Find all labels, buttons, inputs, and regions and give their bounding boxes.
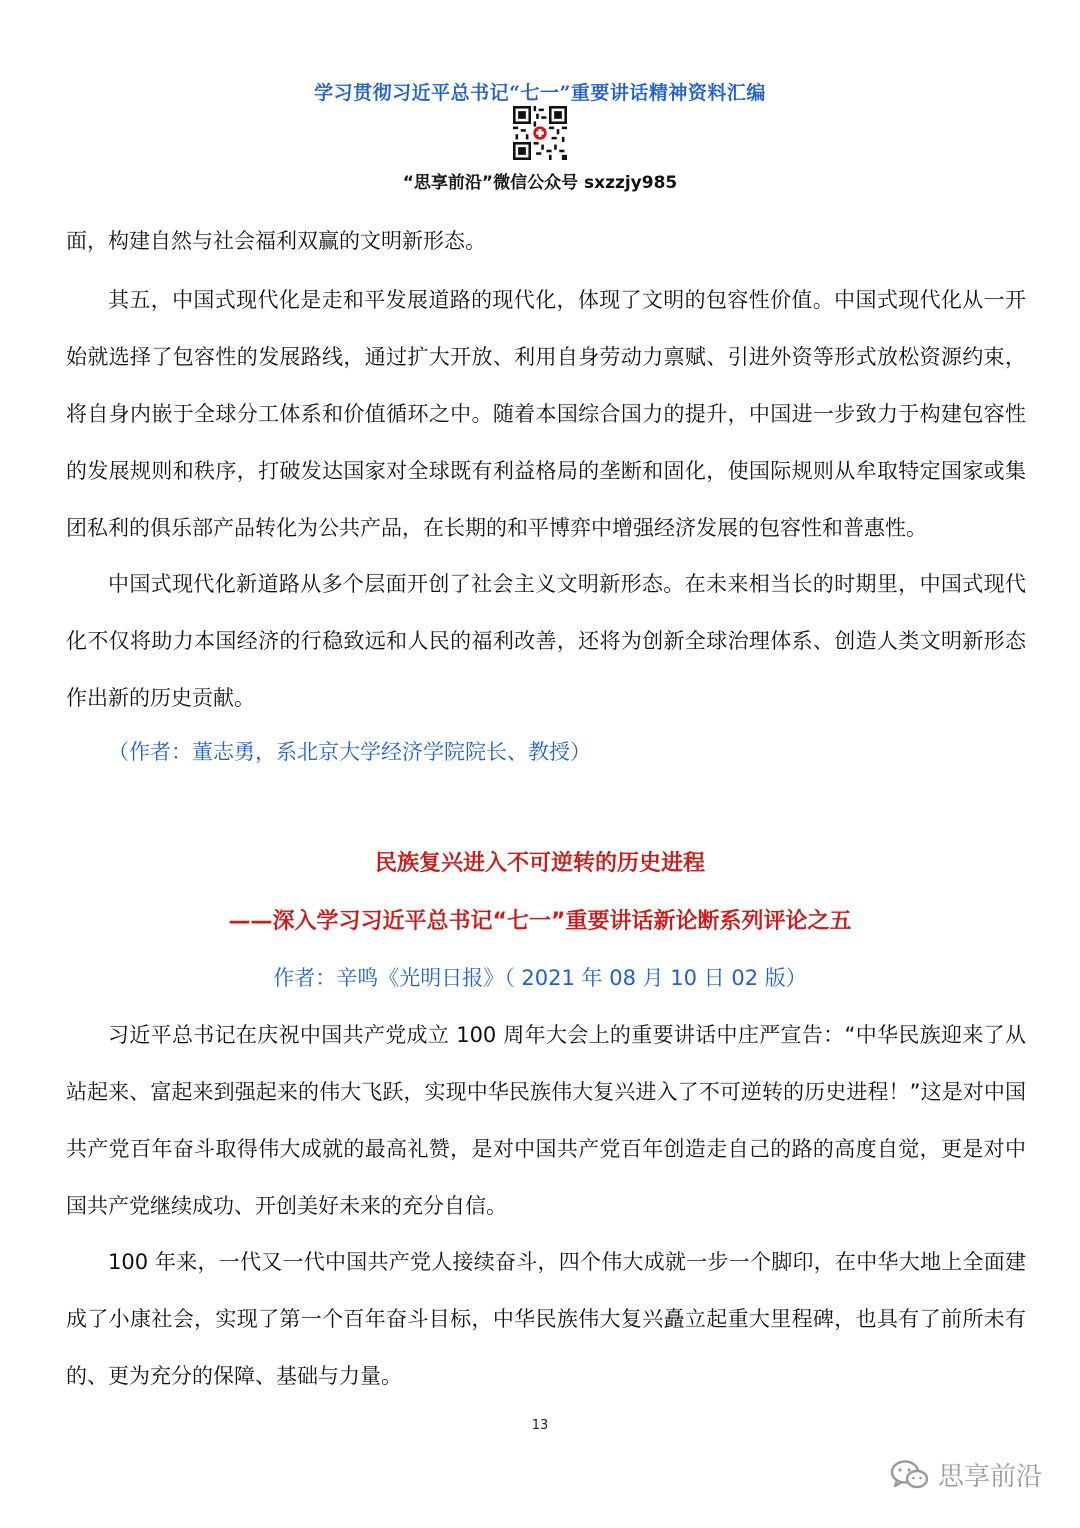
watermark — [890, 1456, 1042, 1493]
wechat-icon — [890, 1459, 930, 1491]
paragraph-conclusion: 中国式现代化新道路从多个层面开创了社会主义文明新形态。在未来相当长的时期里，中国式现代化不仅将助力本国经济的行稳致远和人民的福利改善，还将为创新全球治理体系、创造人类文明新形态作出新的历史贡献。 — [66, 572, 1026, 710]
article-subtitle: ——深入学习习近平总书记“七一”重要讲话新论断系列评论之五 — [228, 909, 852, 934]
paragraph-fifth-point: 其五，中国式现代化是走和平发展道路的现代化，体现了文明的包容性价值。中国式现代化从一开始就选择了包容性的发展路线，通过扩大开放、利用自身劳动力禀赋、引进外资等形式放松资源约束，将自身内嵌于全球分工体系和价值循环之中。随着本国综合国力的提升，中国进一步致力于构建包容性的发展规则和秩序，打破发达国家对全球既有利益格局的垄断和固化，使国际规则从牟取特定国家或集团私利的俱乐部产品转化为公共产品，在长期的和平博弈中增强经济发展的包容性和普惠性。 — [66, 288, 1026, 540]
qr-code-icon — [513, 106, 567, 160]
wechat-account-label: “思享前沿”微信公众号 sxzzjy985 — [402, 173, 678, 193]
paragraph-centenary: 100 年来，一代又一代中国共产党人接续奋斗，四个伟大成就一步一个脚印，在中华大地上全面建成了小康社会，实现了第一个百年奋斗目标，中华民族伟大复兴矗立起重大里程碑，也具有了前所未有的、更为充分的保障、基础与力量。 — [66, 1250, 1026, 1388]
paragraph-declaration: 习近平总书记在庆祝中国共产党成立 100 周年大会上的重要讲话中庄严宣告：“中华民族迎来了从站起来、富起来到强起来的伟大飞跃，实现中华民族伟大复兴进入了不可逆转的历史进程！”这是对中国共产党百年奋斗取得伟大成就的最高礼赞，是对中国共产党百年创造走自己的路的高度自觉，更是对中国共产党继续成功、开创美好未来的充分自信。 — [66, 1023, 1026, 1218]
page-number: 13 — [531, 1418, 549, 1433]
watermark-text: 思享前沿 — [938, 1462, 1043, 1492]
article-byline: 作者：辛鸣《光明日报》（ 2021 年 08 月 10 日 02 版） — [273, 966, 807, 990]
paragraph-continued: 面，构建自然与社会福利双赢的文明新形态。 — [66, 229, 486, 253]
article-author-note: （作者：董志勇，系北京大学经济学院院长、教授） — [108, 740, 591, 764]
document-header-title: 学习贯彻习近平总书记“七一”重要讲话精神资料汇编 — [314, 82, 766, 104]
article-title: 民族复兴进入不可逆转的历史进程 — [374, 851, 705, 876]
